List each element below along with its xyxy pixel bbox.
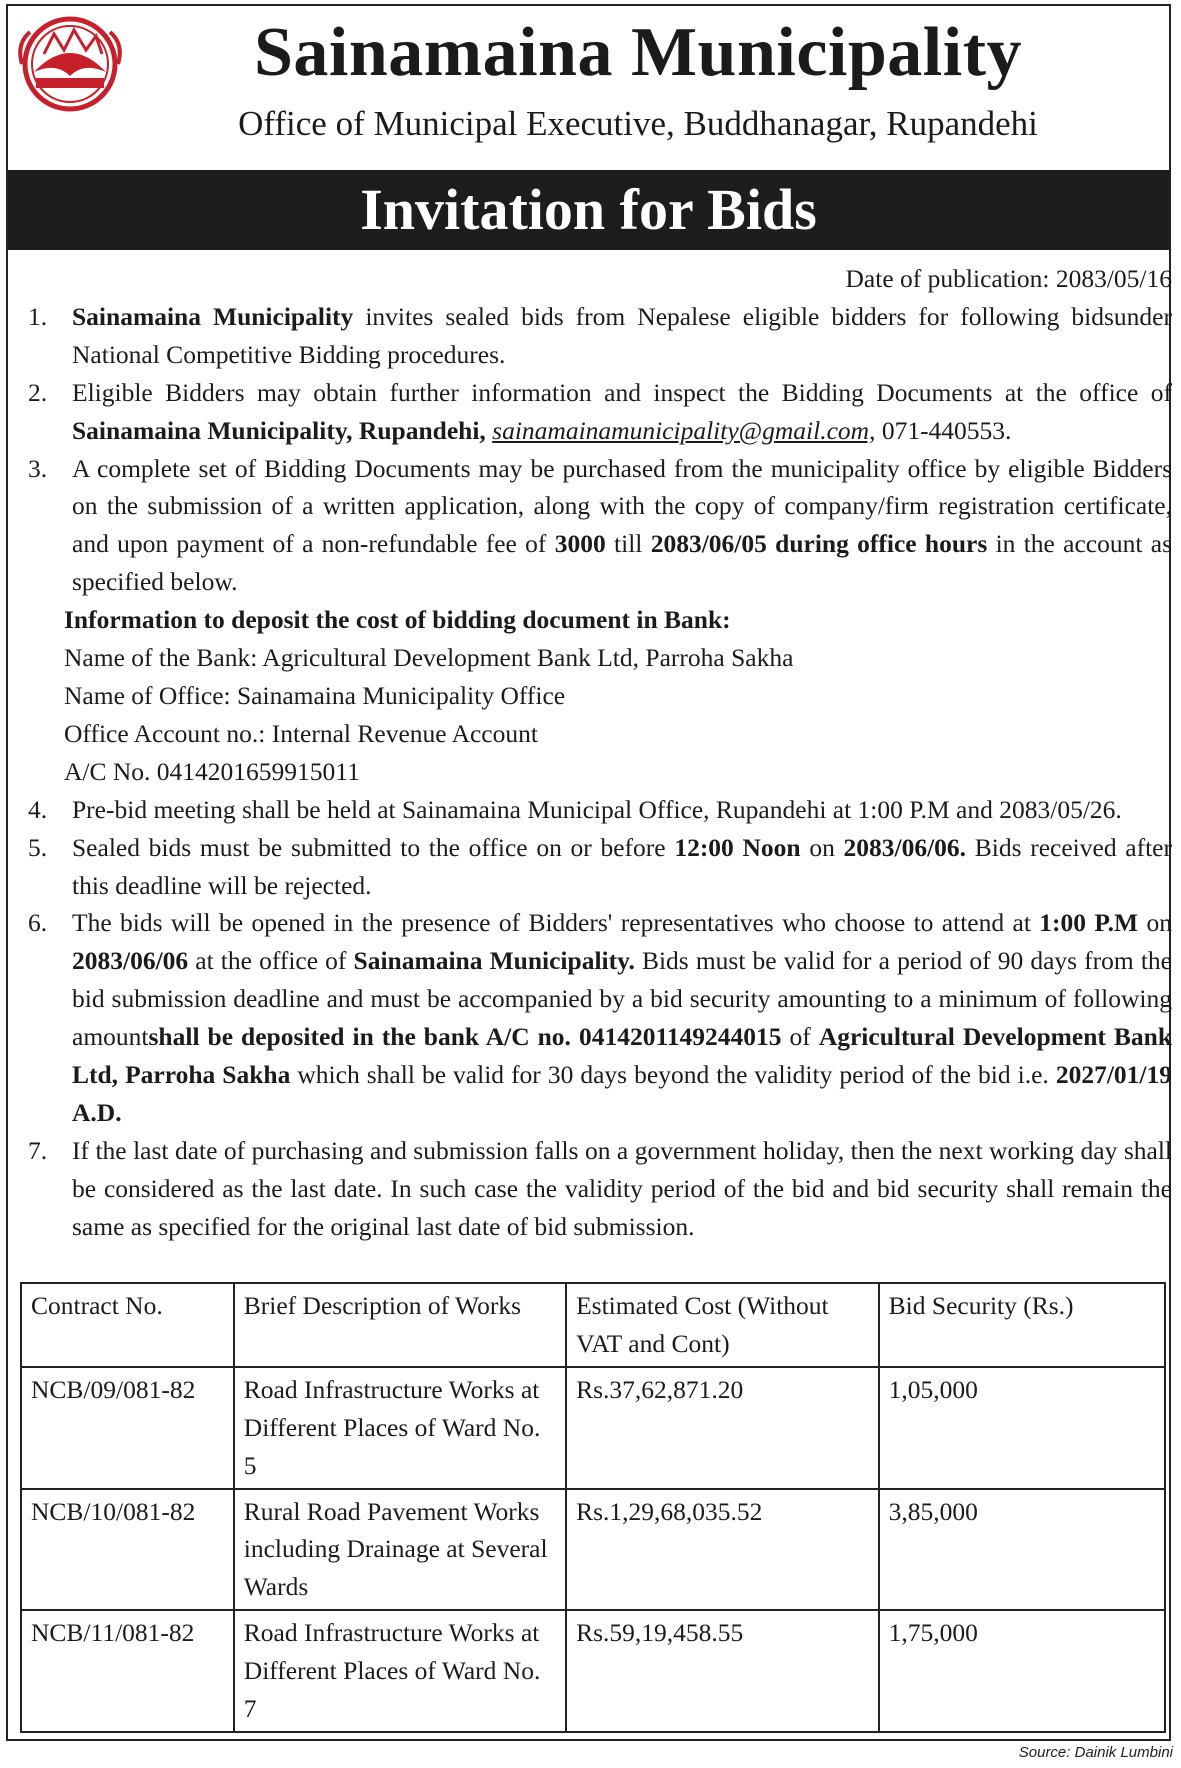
page-title: Sainamaina Municipality [253, 14, 1023, 91]
account-type: Office Account no.: Internal Revenue Account [64, 718, 538, 748]
item-text: If the last date of purchasing and submission falls on a government holiday, then the next working day shall be considered as the last date. In such case the validity period of the bid and bid security shall remain the same as specified for the original last date of bid submission. [72, 1135, 1172, 1241]
source-credit: Source: Dainik Lumbini [1018, 1744, 1173, 1761]
item-bold: 2083/06/05 during office hours [650, 529, 988, 559]
item-text: invites sealed bids from Nepalese eligible bidders for following bidsunder National Competitive Bidding procedures. [72, 301, 1172, 369]
description-cell: Rural Road Pavement Works including Drainage at Several Wards [234, 1489, 566, 1611]
email-link[interactable]: sainamainamunicipality@gmail.com, [492, 415, 876, 445]
header [8, 6, 1169, 170]
item-bold: 2083/06/06. [843, 832, 967, 862]
item-bold: Agricultural Development Bank Ltd, Parroha Sakha [72, 1022, 1173, 1090]
column-header: Bid Security (Rs.) [879, 1283, 1165, 1367]
bid-security-cell: 3,85,000 [879, 1489, 1165, 1611]
item-number: 6. [28, 908, 48, 938]
item-text: in the account as specified below. [72, 529, 1173, 597]
item-bold: 3000 [554, 529, 606, 559]
item-number: 4. [28, 794, 48, 824]
office-name: Name of Office: Sainamaina Municipality Office [64, 680, 566, 710]
bids-table [20, 1282, 1166, 1733]
item-text: of [781, 1022, 819, 1052]
item-text: which shall be valid for 30 days beyond the validity period of the bid i.e. [290, 1060, 1056, 1090]
item-bold: Sainamaina Municipality. [353, 946, 635, 976]
item-number: 1. [28, 301, 48, 331]
notice-body [22, 260, 1172, 1246]
item-number: 2. [28, 377, 48, 407]
bank-name: Name of the Bank: Agricultural Development Bank Ltd, Parroha Sakha [64, 643, 794, 673]
item-number: 5. [28, 832, 48, 862]
invitation-banner: Invitation for Bids [8, 170, 1169, 250]
item-bold: 2027/01/19 A.D. [72, 1060, 1172, 1127]
item-text: on [1138, 908, 1172, 938]
item-text: Bids received after this deadline will be rejected. [72, 832, 1172, 900]
item-text: at the office of [188, 946, 354, 976]
item-bold: shall be deposited in the bank A/C no. 0414201149244015 [148, 1022, 782, 1052]
items-list [22, 298, 1172, 601]
contract-number-cell: NCB/10/081-82 [21, 1489, 234, 1611]
item-text: Pre-bid meeting shall be held at Sainamaina Municipal Office, Rupandehi at 1:00 P.M and 2083/05/26. [72, 794, 1122, 824]
publication-date: Date of publication: 2083/05/16 [845, 264, 1172, 293]
bank-info [22, 601, 1172, 791]
contract-number-cell: NCB/11/081-82 [21, 1610, 234, 1732]
estimated-cost-cell: Rs.37,62,871.20 [566, 1367, 879, 1489]
item-text: Sealed bids must be submitted to the office on or before [72, 832, 675, 862]
bank-info-heading: Information to deposit the cost of bidding document in Bank: [64, 605, 731, 635]
item-bold: 1:00 P.M [1039, 908, 1139, 938]
item-bold: 12:00 Noon [674, 832, 801, 862]
item-text: Eligible Bidders may obtain further information and inspect the Bidding Documents at the office of [72, 377, 1172, 407]
item-number: 3. [28, 453, 48, 483]
list-item-2 [22, 374, 1172, 450]
list-item-6 [22, 904, 1172, 1131]
list-item-1 [22, 298, 1172, 374]
items-list-continued [22, 791, 1172, 1246]
list-item-3 [22, 450, 1172, 602]
item-text: till [605, 529, 651, 559]
item-bold: Sainamaina Municipality, Rupandehi, [72, 415, 486, 445]
list-item-5 [22, 829, 1172, 905]
estimated-cost-cell: Rs.1,29,68,035.52 [566, 1489, 879, 1611]
item-text: 071-440553. [875, 415, 1012, 445]
description-cell: Road Infrastructure Works at Different Places of Ward No. 5 [234, 1367, 566, 1489]
item-bold: Sainamaina Municipality [72, 301, 354, 331]
account-number: A/C No. 0414201659915011 [64, 756, 360, 786]
estimated-cost-cell: Rs.59,19,458.55 [566, 1610, 879, 1732]
item-text: on [800, 832, 844, 862]
table-header-row [21, 1283, 1165, 1367]
office-subtitle: Office of Municipal Executive, Buddhanagar, Rupandehi [238, 104, 1038, 143]
item-text: A complete set of Bidding Documents may be purchased from the municipality office by eligible Bidders on the submission of a written application, along with the copy of company/firm registration certificate, and upon payment of a non-refundable fee of [72, 453, 1172, 559]
item-number: 7. [28, 1135, 48, 1165]
list-item-7 [22, 1132, 1172, 1246]
column-header: Brief Description of Works [234, 1283, 566, 1367]
item-bold: 2083/06/06 [72, 946, 189, 976]
description-cell: Road Infrastructure Works at Different Places of Ward No. 7 [234, 1610, 566, 1732]
table-row [21, 1367, 1165, 1489]
bid-security-cell: 1,05,000 [879, 1367, 1165, 1489]
bid-security-cell: 1,75,000 [879, 1610, 1165, 1732]
item-text: The bids will be opened in the presence of Bidders' representatives who choose to attend at [72, 908, 1040, 938]
table-row [21, 1489, 1165, 1611]
item-text: Bids must be valid for a period of 90 days from the bid submission deadline and must be accompanied by a bid security amounting to a minimum of following amount [72, 946, 1173, 1052]
column-header: Estimated Cost (Without VAT and Cont) [566, 1283, 879, 1367]
column-header: Contract No. [21, 1283, 234, 1367]
municipality-emblem-icon [14, 14, 126, 114]
contract-number-cell: NCB/09/081-82 [21, 1367, 234, 1489]
table-row [21, 1610, 1165, 1732]
list-item-4 [22, 791, 1172, 829]
